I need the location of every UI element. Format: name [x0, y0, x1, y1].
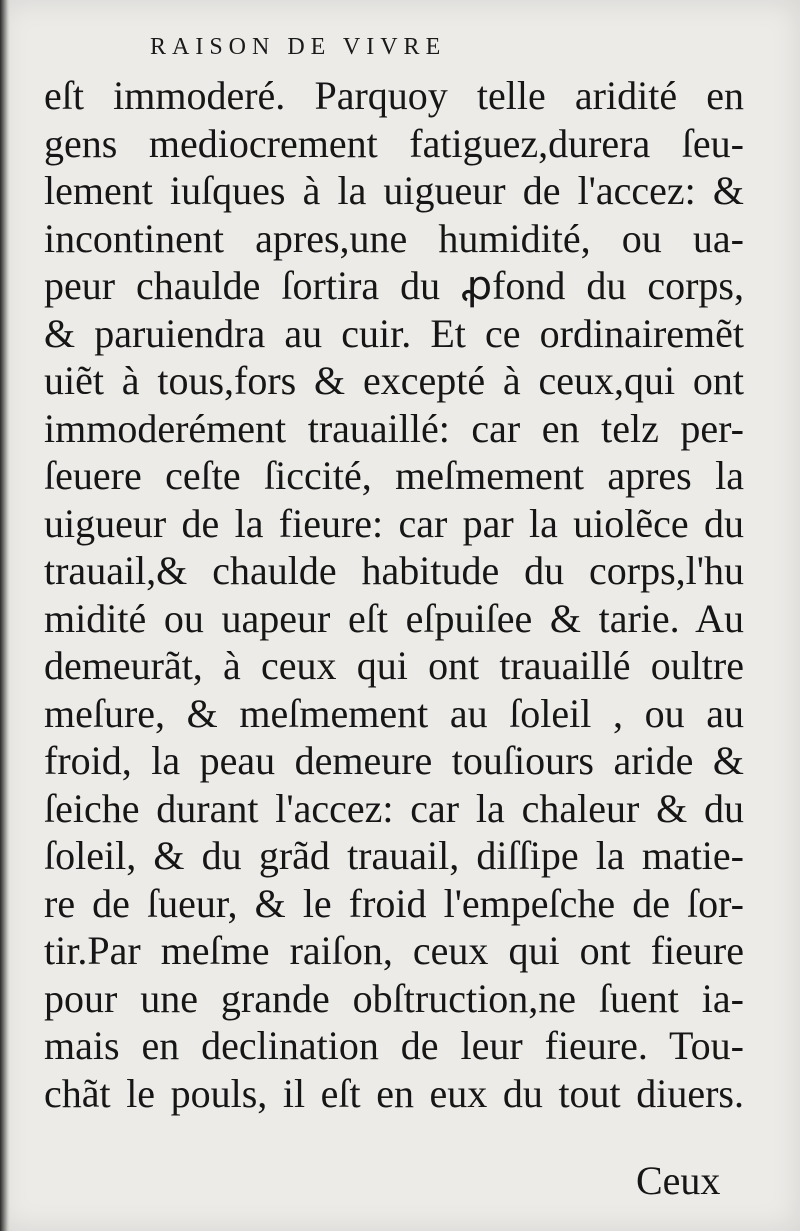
text-line: mais en declination de leur fieure. Tou- [44, 1023, 744, 1068]
catchword: Ceux [636, 1158, 721, 1203]
text-line: uigueur de la fieure: car par la uiolẽce du [44, 500, 744, 546]
text-line: ſeuere ceſte ſiccité, meſmement apres la [44, 453, 744, 498]
text-line: ſoleil, & du grãd trauail, diſſipe la matie- [44, 833, 744, 878]
text-line: pour une grande obſtruction,ne ſuent ia- [44, 975, 744, 1021]
text-line: froid, la peau demeure touſiours aride & [44, 738, 744, 783]
text-line: eſt immoderé. Parquoy telle aridité en [44, 73, 744, 118]
text-line: ſeiche durant l'accez: car la chaleur & du [44, 785, 744, 831]
text-line: peur chaulde ſortira du ꝓfond du corps, [44, 263, 744, 308]
text-line: lement iuſques à la uigueur de l'accez: & [44, 168, 744, 213]
page-gutter-shadow [0, 0, 10, 1231]
text-line: re de ſueur, & le froid l'empeſche de ſor- [44, 880, 744, 926]
running-head: RAISON DE VIVRE [150, 34, 447, 60]
text-line: demeurãt, à ceux qui ont trauaillé oultre [44, 643, 744, 688]
text-line: trauail,& chaulde habitude du corps,l'hu [44, 548, 744, 593]
text-line: incontinent apres,une humidité, ou ua- [44, 215, 744, 261]
text-line: uiẽt à tous,fors & excepté à ceux,qui ont [44, 358, 744, 403]
text-line: meſure, & meſmement au ſoleil , ou au [44, 690, 744, 736]
body-text [44, 72, 744, 1117]
text-line: immoderément trauaillé: car en telz per- [44, 405, 744, 451]
text-line: midité ou uapeur eſt eſpuiſee & tarie. Au [44, 595, 744, 641]
text-line: & paruiendra au cuir. Et ce ordinairemẽt [44, 310, 744, 356]
text-line: gens mediocrement fatiguez,durera ſeu- [44, 120, 744, 166]
text-line: tir.Par meſme raiſon, ceux qui ont fieure [44, 928, 744, 973]
text-line: chãt le pouls, il eſt en eux du tout diuers. [44, 1070, 744, 1116]
